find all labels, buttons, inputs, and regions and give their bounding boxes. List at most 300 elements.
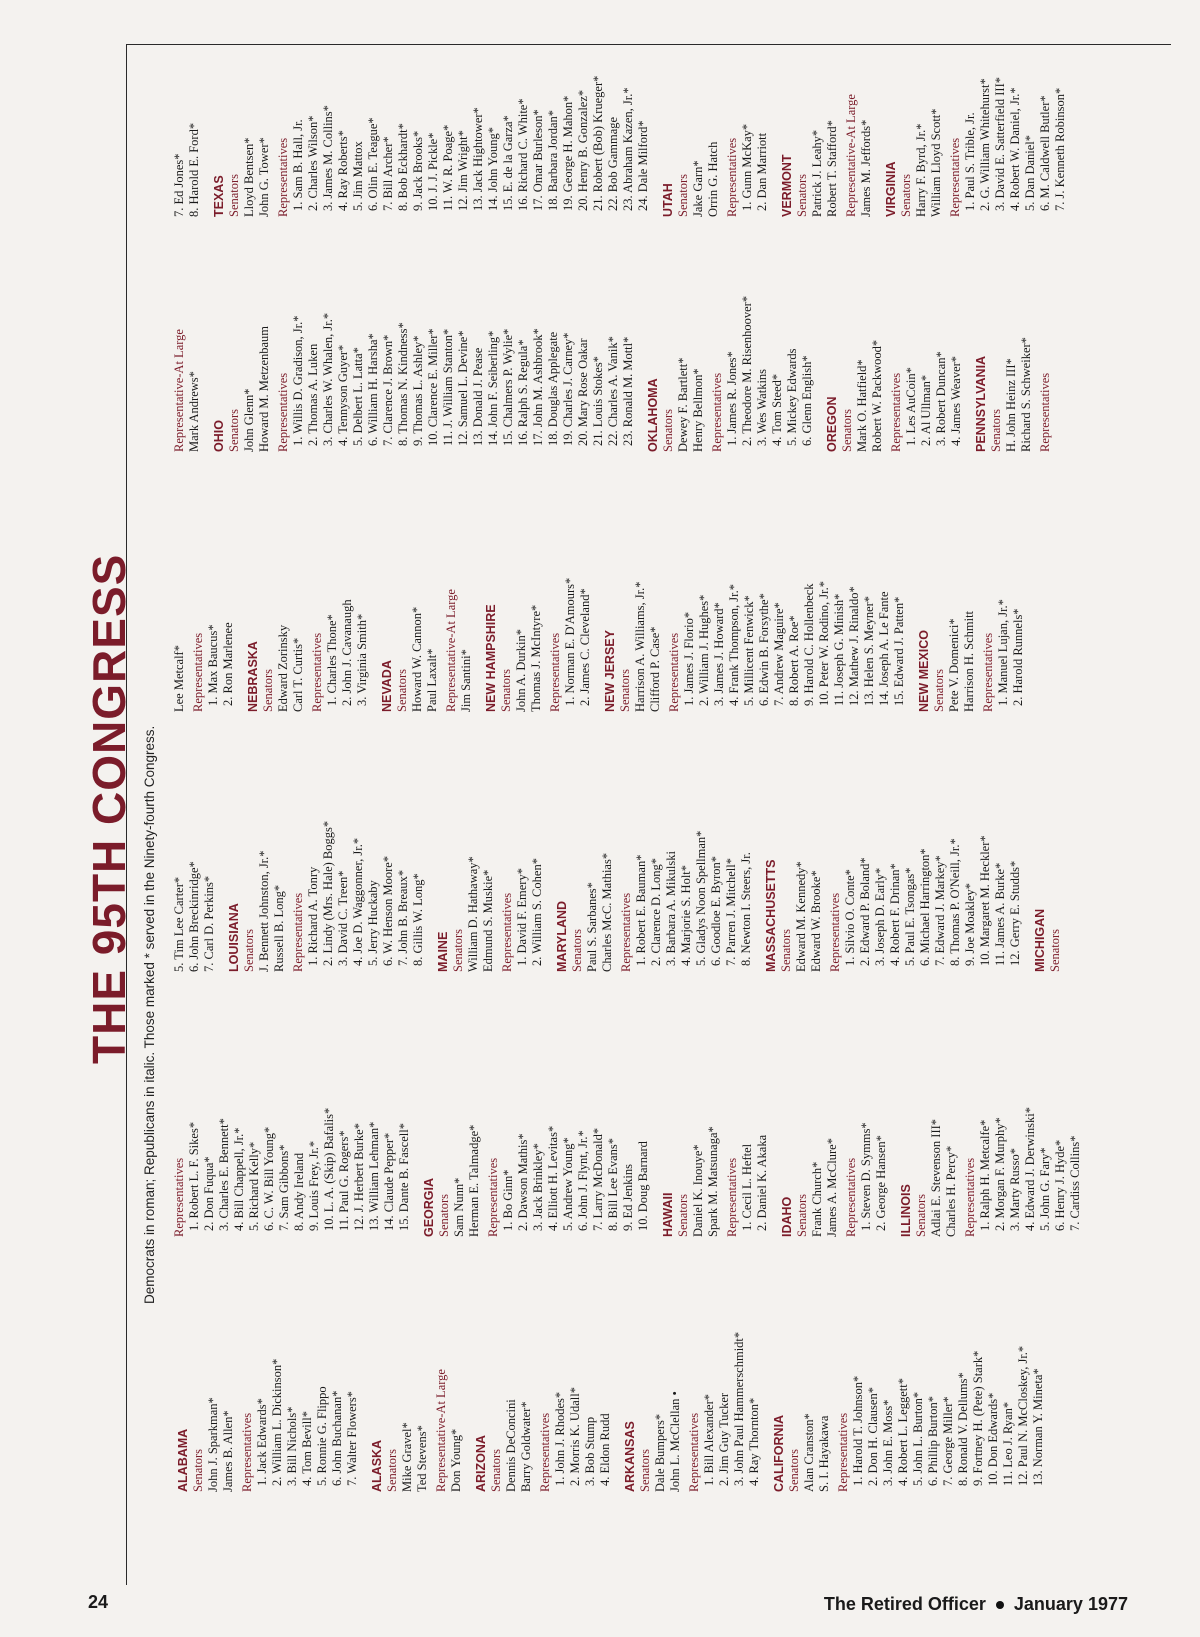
member-name: 8. Harold E. Ford* (187, 122, 201, 217)
member-name: S. I. Hayakawa (817, 1415, 831, 1492)
group-label: Senators (840, 408, 854, 452)
member-name: 2. Thomas A. Luken (306, 343, 320, 446)
member-list (810, 76, 840, 217)
group-label: Representatives (844, 1157, 858, 1237)
member-name: 1. Richard A. Tonry (306, 866, 320, 966)
member-name: 5. Dan Daniel* (1023, 134, 1037, 211)
member-name: 17. Omar Burleson* (531, 109, 545, 211)
member-name: 4. Elliott H. Levitas* (546, 1125, 560, 1231)
member-list (1004, 296, 1034, 452)
member-list (585, 821, 615, 972)
member-name: 7. Ed Jones* (172, 153, 186, 217)
member-name: Alan Cranston* (802, 1413, 816, 1492)
member-name: 8. Robert A. Roe* (787, 615, 801, 706)
member-group (395, 578, 440, 712)
member-name: Howard M. Metzenbaum (257, 325, 271, 452)
member-name: 4. Edward J. Derwinski* (1023, 1107, 1037, 1231)
group-label: Representatives (291, 892, 305, 972)
group-label: Representatives (725, 137, 739, 217)
state-block (172, 821, 217, 972)
member-name: John Glenn* (242, 388, 256, 452)
state-name: ALABAMA (176, 1428, 190, 1492)
member-name: 1. Max Baucus* (206, 624, 220, 706)
member-name: 5. John G. Fary* (1038, 1147, 1052, 1231)
member-list (963, 76, 1068, 217)
member-name: Edmund S. Muskie* (481, 869, 495, 972)
member-name: 2. Jim Guy Tucker (717, 1392, 731, 1486)
member-group (828, 821, 1023, 972)
member-group (963, 1107, 1083, 1237)
group-label: Representative-At Large (844, 94, 858, 217)
member-name: Orrin G. Hatch (706, 141, 720, 217)
member-list (501, 1107, 651, 1237)
member-name: 4. Ray Thornton* (747, 1397, 761, 1486)
member-list (325, 578, 370, 712)
group-label: Representatives (500, 892, 514, 972)
group-label: Representatives (687, 1412, 701, 1492)
group-label: Representatives (276, 372, 290, 452)
member-name: 9. Fortney H. (Pete) Stark* (971, 1350, 985, 1486)
member-name: Ted Stevens* (415, 1425, 429, 1492)
member-name: H. John Heinz III* (1004, 358, 1018, 452)
state-block (436, 821, 545, 972)
member-name: 7. George Miller* (941, 1396, 955, 1486)
member-list (634, 821, 754, 972)
member-name: 2. Lindy (Mrs. Hale) Boggs* (321, 820, 335, 966)
member-name: 15. Chalmers P. Wylie* (501, 328, 515, 446)
member-group (687, 1332, 762, 1492)
group-label: Representative-At Large (444, 589, 458, 712)
member-name: Mike Gravel* (400, 1422, 414, 1492)
member-group (434, 1332, 464, 1492)
member-name: 6. Glenn English* (800, 355, 814, 446)
member-name: 2. Charles Wilson* (306, 115, 320, 211)
member-name: Robert T. Stafford* (825, 120, 839, 217)
member-name: 4. Tom Bevill* (300, 1411, 314, 1486)
member-list (904, 296, 964, 452)
member-name: 3. Jack Brinkley* (531, 1143, 545, 1231)
state-name: TEXAS (212, 175, 226, 217)
member-group (844, 76, 874, 217)
member-name: 1. Robert L. F. Sikes* (187, 1121, 201, 1231)
member-name: 1. Cecil L. Heftel (740, 1143, 754, 1231)
member-name: 2. G. William Whitehurst* (978, 78, 992, 211)
member-name: Charles H. Percy* (944, 1145, 958, 1237)
member-name: 1. James J. Florio* (682, 611, 696, 706)
member-name: 3. John Paul Hammerschmidt* (732, 1331, 746, 1486)
member-group (840, 296, 885, 452)
member-name: 1. Robert E. Bauman* (634, 854, 648, 966)
member-name: 9. Ed Jenkins (621, 1163, 635, 1231)
member-group (836, 1332, 1046, 1492)
group-label: Representatives (963, 1157, 977, 1237)
state-block (227, 821, 426, 972)
member-name: 2. Daniel K. Akaka (755, 1134, 769, 1231)
member-name: 3. Barbara A. Mikulski (664, 851, 678, 966)
group-label: Senators (489, 1448, 503, 1492)
member-group (570, 821, 615, 972)
member-list (242, 76, 272, 217)
member-name: 3. Joseph D. Early* (873, 867, 887, 966)
group-label: Senators (795, 1193, 809, 1237)
member-name: 3. David E. Satterfield III* (993, 77, 1007, 211)
member-name: 18. Douglas Applegate (546, 331, 560, 446)
member-name: 12. Jim Wright* (456, 130, 470, 211)
state-name: ALASKA (370, 1439, 384, 1492)
member-name: 12. Gerry E. Studds* (1008, 860, 1022, 966)
member-group (499, 578, 544, 712)
state-name: VERMONT (780, 154, 794, 217)
member-list (725, 296, 815, 452)
member-name: Lee Metcalf* (172, 645, 186, 712)
member-name: Clifford P. Case* (648, 626, 662, 712)
member-list (653, 1332, 683, 1492)
member-name: 2. Ron Marlenee (221, 622, 235, 706)
member-name: 15. E. de la Garza* (501, 115, 515, 211)
member-list (410, 578, 440, 712)
member-group (172, 76, 202, 217)
member-name: 16. Richard C. White* (516, 98, 530, 211)
member-name: 10. L. A. (Skip) Bafalis* (322, 1107, 336, 1231)
member-name: 6. Olin E. Teague* (366, 117, 380, 211)
member-group (661, 296, 706, 452)
member-list (242, 296, 272, 452)
group-label: Representatives (828, 892, 842, 972)
member-name: 4. Eldon Rudd (598, 1413, 612, 1486)
state-name: UTAH (661, 183, 675, 217)
member-name: 5. Delbert L. Latta* (351, 347, 365, 446)
state-name: VIRGINIA (884, 161, 898, 217)
member-name: 19. Charles J. Carney* (561, 332, 575, 446)
member-group (261, 578, 306, 712)
group-label: Representatives (836, 1412, 850, 1492)
member-name: 6. W. Henson Moore* (381, 855, 395, 966)
member-group (710, 296, 815, 452)
member-name: 5. Paul E. Tsongas* (903, 867, 917, 966)
member-name: 7. John B. Breaux* (396, 869, 410, 966)
member-name: 14. John F. Seiberling* (486, 330, 500, 446)
member-name: 4. Robert F. Drinan* (888, 863, 902, 966)
member-name: 14. John Young* (486, 126, 500, 211)
state-block (172, 296, 202, 452)
group-label: Representatives (1038, 372, 1052, 452)
member-group (779, 821, 824, 972)
member-name: 23. Abraham Kazen, Jr.* (621, 87, 635, 211)
member-name: 1. Bo Ginn* (501, 1169, 515, 1231)
state-name: MICHIGAN (1033, 908, 1047, 972)
member-name: John L. McClellan • (668, 1391, 682, 1492)
member-name: Daniel K. Inouye* (691, 1144, 705, 1237)
member-name: Paul Laxalt* (425, 648, 439, 712)
member-group (444, 578, 474, 712)
member-group (172, 578, 187, 712)
group-label: Representative-At Large (434, 1369, 448, 1492)
member-name: 13. Jack Hightower* (471, 107, 485, 211)
member-group (899, 76, 944, 217)
state-name: ARIZONA (474, 1435, 488, 1492)
state-block (772, 1332, 1046, 1492)
member-name: 1. James R. Jones* (725, 351, 739, 446)
member-list (929, 1107, 959, 1237)
member-list (306, 821, 426, 972)
member-list (810, 1107, 840, 1237)
group-label: Representatives (172, 1157, 186, 1237)
member-name: 2. Edward P. Boland* (858, 857, 872, 966)
state-name: HAWAII (661, 1192, 675, 1237)
member-name: 3. Wes Watkins (755, 368, 769, 446)
state-block (555, 821, 754, 972)
member-name: 3. Bill Nichols* (285, 1406, 299, 1486)
state-block (623, 1332, 762, 1492)
publication-footer (824, 1594, 1128, 1615)
member-name: Pete V. Domenici* (947, 618, 961, 712)
member-name: 13. Helen S. Meyner* (862, 595, 876, 706)
group-label: Representatives (981, 632, 995, 712)
member-name: 6. Goodloe E. Byron* (709, 855, 723, 966)
state-name: GEORGIA (422, 1177, 436, 1237)
member-list (914, 76, 944, 217)
member-name: Edward Zorinsky (276, 624, 290, 712)
member-group (172, 821, 217, 972)
state-name: ARKANSAS (623, 1421, 637, 1492)
member-group (191, 578, 236, 712)
state-block (212, 296, 636, 452)
group-label: Senators (227, 408, 241, 452)
rotated-content (84, 44, 1128, 1584)
member-name: Dale Bumpers* (653, 1413, 667, 1492)
member-list (691, 76, 721, 217)
member-name: 6. John Buchanan* (330, 1390, 344, 1486)
member-name: 18. Barbara Jordan* (546, 109, 560, 211)
member-list (633, 578, 663, 712)
state-block (422, 1107, 651, 1237)
member-group (227, 296, 272, 452)
member-name: 14. Joseph A. Le Fante (877, 591, 891, 706)
member-name: 11. W. R. Poage* (441, 124, 455, 211)
page-subtitle: Democrats in roman; Republicans in italic. Those marked * served in the Ninety-fourth Congress. (142, 725, 157, 1304)
state-block (899, 1107, 1083, 1237)
member-list (978, 1107, 1083, 1237)
member-name: 1. Steven D. Symms* (859, 1122, 873, 1231)
member-name: 6. Edwin B. Forsythe* (757, 593, 771, 706)
group-label: Senators (227, 173, 241, 217)
member-name: 1. Ralph H. Metcalfe* (978, 1119, 992, 1231)
member-name: Sam Nunn* (452, 1177, 466, 1237)
member-name: 1. Manuel Lujan, Jr.* (996, 599, 1010, 706)
member-name: 24. Dale Milford* (636, 120, 650, 211)
group-label: Representatives (667, 632, 681, 712)
state-block (172, 76, 202, 217)
member-list (206, 578, 236, 712)
member-name: 7. J. Kenneth Robinson* (1053, 87, 1067, 211)
member-name: Harrison H. Schmitt (962, 610, 976, 712)
member-group (191, 1332, 236, 1492)
member-name: Russell B. Long* (272, 884, 286, 972)
member-list (851, 1332, 1046, 1492)
member-group (486, 1107, 651, 1237)
state-block (176, 1332, 360, 1492)
member-name: James A. McClure* (825, 1138, 839, 1237)
group-label: Senators (618, 668, 632, 712)
member-name: 7. Clarence J. Brown* (381, 334, 395, 446)
column (172, 821, 1073, 972)
member-columns (172, 52, 1122, 1492)
member-list (947, 578, 977, 712)
member-name: Adlai E. Stevenson III* (929, 1118, 943, 1237)
member-list (996, 578, 1026, 712)
member-name: 8. Bob Eckhardt* (396, 123, 410, 211)
group-label: Representatives (276, 137, 290, 217)
member-list (740, 1107, 770, 1237)
member-name: John G. Tower* (257, 137, 271, 217)
member-name: Frank Church* (810, 1161, 824, 1237)
member-name: 17. John M. Ashbrook* (531, 328, 545, 446)
member-name: 15. Dante B. Fascell* (397, 1123, 411, 1231)
state-name: MARYLAND (555, 900, 569, 972)
member-name: 2. Don Fuqua* (202, 1156, 216, 1231)
member-name: 1. Willis D. Gradison, Jr.* (291, 315, 305, 446)
member-name: Jake Garn* (691, 160, 705, 217)
group-label: Representatives (310, 632, 324, 712)
state-name: CALIFORNIA (772, 1414, 786, 1492)
member-name: 7. Parren J. Mitchell* (724, 858, 738, 966)
state-block (661, 1107, 770, 1237)
member-name: Lloyd Bentsen* (242, 137, 256, 217)
member-name: Dewey F. Bartlett* (676, 357, 690, 452)
state-name: OHIO (212, 420, 226, 452)
member-list (859, 76, 874, 217)
member-group (889, 296, 964, 452)
group-label: Representatives (889, 372, 903, 452)
member-list (172, 578, 187, 712)
member-list (291, 296, 636, 452)
member-name: 2. John J. Cavanaugh (340, 599, 354, 706)
member-name: Howard W. Cannon* (410, 606, 424, 712)
member-list (702, 1332, 762, 1492)
state-block (603, 578, 907, 712)
group-label: Senators (914, 1193, 928, 1237)
member-list (459, 578, 474, 712)
member-name: 3. James M. Collins* (321, 105, 335, 211)
member-name: Jim Santini* (459, 649, 473, 712)
member-name: 22. Bob Gammage (606, 116, 620, 211)
member-name: 10. Don Edwards* (986, 1392, 1000, 1486)
member-name: 3. John E. Moss* (881, 1399, 895, 1486)
group-label: Senators (779, 928, 793, 972)
member-name: 11. Leo J. Ryan* (1001, 1401, 1015, 1486)
member-name: 10. Doug Barnard (636, 1141, 650, 1231)
member-name: 9. Jack Brooks* (411, 130, 425, 211)
member-name: Robert W. Packwood* (870, 339, 884, 452)
member-name: 8. Gillis W. Long* (411, 873, 425, 966)
member-name: 4. Tom Steed* (770, 373, 784, 446)
member-group (451, 821, 496, 972)
member-group (795, 76, 840, 217)
member-name: 2. Dawson Mathis* (516, 1133, 530, 1231)
member-name: Thomas J. McIntyre* (529, 604, 543, 712)
member-name: 1. Les AuCoin* (904, 367, 918, 446)
state-name: NEW JERSEY (603, 630, 617, 712)
member-list (466, 821, 496, 972)
member-name: John A. Durkin* (514, 629, 528, 712)
member-name: 3. Charles W. Whalen, Jr.* (321, 312, 335, 446)
group-label: Representatives (191, 632, 205, 712)
group-label: Representatives (538, 1412, 552, 1492)
member-name: Carl T. Curtis* (291, 637, 305, 712)
member-name: James B. Allen* (221, 1410, 235, 1492)
member-name: 3. Virginia Smith* (355, 613, 369, 706)
member-name: James M. Jeffords* (859, 119, 873, 217)
member-name: 9. Harold C. Hollenbeck (802, 583, 816, 706)
member-name: 2. George Hansen* (874, 1135, 888, 1231)
member-name: 13. Norman Y. Mineta* (1031, 1368, 1045, 1486)
member-name: 1. David F. Emery* (515, 868, 529, 966)
group-label: Representatives (240, 1412, 254, 1492)
member-list (843, 821, 1023, 972)
member-group (1048, 821, 1063, 972)
member-list (740, 76, 770, 217)
member-group (500, 821, 545, 972)
member-group (172, 296, 202, 452)
member-group (844, 1107, 889, 1237)
member-name: 1. Bill Alexander* (702, 1394, 716, 1486)
member-name: J. Bennett Johnston, Jr.* (257, 850, 271, 972)
state-name: NEW MEXICO (917, 630, 931, 712)
group-label: Senators (638, 1448, 652, 1492)
member-name: 2. Clarence D. Long* (649, 858, 663, 966)
member-list (452, 1107, 482, 1237)
member-name: 9. Louis Frey, Jr.* (307, 1140, 321, 1231)
state-block (380, 578, 474, 712)
bullet-icon (996, 1601, 1004, 1609)
member-list (682, 578, 907, 712)
member-name: 7. Bill Archer* (381, 136, 395, 211)
member-group (725, 1107, 770, 1237)
group-label: Senators (787, 1448, 801, 1492)
state-block (917, 578, 1026, 712)
member-name: 12. Samuel L. Devine* (456, 330, 470, 446)
member-group (437, 1107, 482, 1237)
state-block (780, 76, 874, 217)
member-list (291, 76, 651, 217)
member-list (449, 1332, 464, 1492)
member-name: 4. Bill Chappell, Jr.* (232, 1127, 246, 1231)
member-name: 4. Frank Thompson, Jr.* (727, 584, 741, 706)
member-name: 7. Carl D. Perkins* (202, 875, 216, 972)
member-name: 13. Donald J. Pease (471, 347, 485, 446)
state-block (370, 1332, 464, 1492)
member-group (242, 821, 287, 972)
member-name: 5. Jerry Huckaby (366, 880, 380, 966)
member-name: 7. Edward J. Markey* (933, 855, 947, 966)
member-name: 6. Michael Harrington* (918, 848, 932, 966)
member-name: 1. Sam B. Hall, Jr. (291, 119, 305, 211)
member-name: 1. Jack Edwards* (255, 1398, 269, 1486)
member-name: Harrison A. Williams, Jr.* (633, 581, 647, 712)
group-label: Senators (932, 668, 946, 712)
column (172, 76, 1078, 217)
group-label: Senators (676, 1193, 690, 1237)
member-name: 15. Edward J. Patten* (892, 596, 906, 706)
member-name: 22. Charles A. Vanik* (606, 336, 620, 446)
member-name: Mark O. Hatfield* (855, 359, 869, 452)
member-name: 2. Al Ullman* (919, 374, 933, 446)
member-name: 10. Clarence E. Miller* (426, 328, 440, 446)
member-group (291, 821, 426, 972)
column (172, 296, 1063, 452)
state-name: LOUISIANA (227, 903, 241, 972)
member-name: 13. William Lehman* (367, 1121, 381, 1231)
